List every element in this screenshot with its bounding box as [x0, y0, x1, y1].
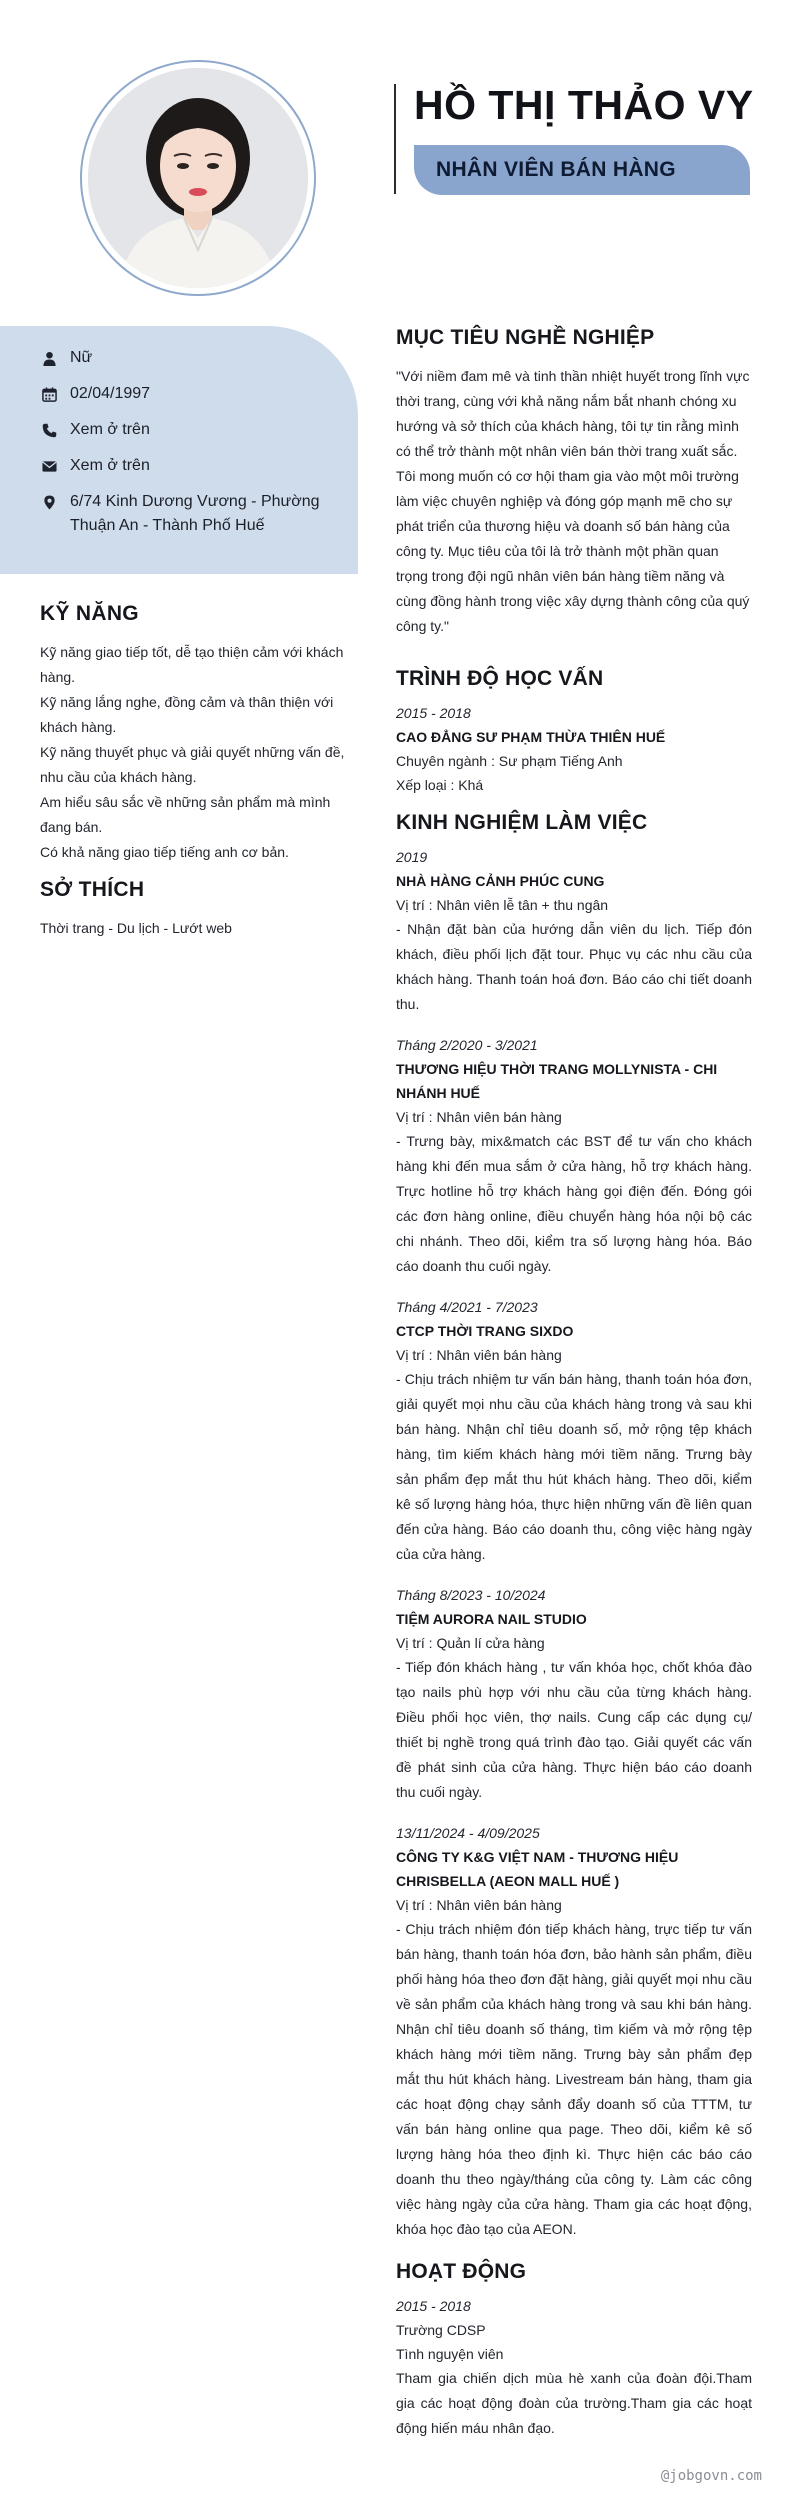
name-divider — [394, 84, 396, 194]
objective-section — [396, 326, 752, 639]
education-major: Chuyên ngành : Sư phạm Tiếng Anh — [396, 753, 623, 769]
contact-text: Xem ở trên — [70, 421, 150, 438]
candidate-name: HỒ THỊ THẢO VY — [414, 82, 754, 128]
education-entry — [396, 701, 752, 797]
job-title-badge — [414, 145, 750, 195]
experience-period: Tháng 2/2020 - 3/2021 — [396, 1037, 538, 1053]
hobbies-text: Thời trang - Du lịch - Lướt web — [40, 920, 232, 936]
experience-company: THƯƠNG HIỆU THỜI TRANG MOLLYNISTA - CHI NHÁNH HUẾ — [396, 1061, 718, 1101]
experience-period: Tháng 4/2021 - 7/2023 — [396, 1299, 538, 1315]
experience-description: - Tiếp đón khách hàng , tư vấn khóa học, chốt khóa đào tạo nails phù hợp với nhu cầu của từng khách hàng. Điều phối học viên, thợ nails. Cung cấp các dụng cụ/ thiết bị nghề trong quá trình đào tạo. Giải quyết các vấn đề phát sinh của cửa hàng. Thực hiện báo cáo doanh thu cuối ngày. — [396, 1659, 752, 1800]
experience-item — [396, 845, 752, 1017]
experience-company: TIỆM AURORA NAIL STUDIO — [396, 1611, 587, 1627]
skill-item: Có khả năng giao tiếp tiếng anh cơ bản. — [40, 844, 289, 860]
experience-item — [396, 1033, 752, 1279]
contact-text: Xem ở trên — [70, 457, 150, 474]
experience-item — [396, 1295, 752, 1567]
experience-description: - Chịu trách nhiệm tư vấn bán hàng, thanh toán hóa đơn, giải quyết mọi nhu cầu của khách hàng trong và sau khi bán hàng. Nhận chỉ tiêu doanh số, mở rộng tệp khách hàng, tìm kiếm khách hàng mới tiềm năng. Trưng bày sản phẩm đẹp mắt thu hút khách hàng. Theo dõi, kiểm kê số lượng hàng hóa, thực hiện những vấn đề liên quan đến cửa hàng. Báo cáo doanh thu, công việc hàng ngày của cửa hàng. — [396, 1371, 752, 1562]
job-title: NHÂN VIÊN BÁN HÀNG — [436, 158, 676, 181]
hobbies-title: SỞ THÍCH — [40, 878, 145, 901]
experience-position: Vị trí : Nhân viên bán hàng — [396, 1897, 562, 1913]
contact-text: 6/74 Kinh Dương Vương - Phường Thuận An - Thành Phố Huế — [70, 493, 320, 534]
experience-description: - Nhận đặt bàn của hướng dẫn viên du lịch. Tiếp đón khách, điều phối lịch đặt tour. Phục vụ các nhu cầu của khách hàng. Thanh toán hoá đơn. Báo cáo chi tiết doanh thu. — [396, 921, 752, 1012]
portrait-photo — [88, 68, 308, 288]
experience-period: 2019 — [396, 849, 428, 865]
hobbies-section — [40, 878, 350, 940]
user-icon — [40, 346, 58, 370]
activity-item — [396, 2294, 752, 2441]
experience-position: Vị trí : Nhân viên bán hàng — [396, 1109, 562, 1125]
skill-item: Am hiểu sâu sắc về những sản phẩm mà mình đang bán. — [40, 794, 331, 835]
school-name: CAO ĐẲNG SƯ PHẠM THỪA THIÊN HUẾ — [396, 729, 666, 745]
skill-item: Kỹ năng lắng nghe, đồng cảm và thân thiện với khách hàng. — [40, 694, 334, 735]
avatar-frame — [80, 60, 316, 296]
activity-role: Tình nguyện viên — [396, 2346, 504, 2362]
skills-title: KỸ NĂNG — [40, 602, 139, 625]
contact-text: Nữ — [70, 349, 93, 366]
skills-section — [40, 602, 350, 865]
experience-item — [396, 1821, 752, 2242]
contact-list — [40, 346, 340, 550]
email-icon — [40, 454, 58, 478]
experience-company: NHÀ HÀNG CẢNH PHÚC CUNG — [396, 873, 605, 889]
contact-email — [40, 454, 340, 478]
experience-description: - Trưng bày, mix&match các BST để tư vấn cho khách hàng khi đến mua sắm ở cửa hàng, hỗ trợ khách hàng. Trực hotline hỗ trợ khách hàng gọi điện đến. Đóng gói các đơn hàng online, điều chuyển hàng hóa nội bộ các chi nhánh. Theo dõi, kiểm tra số lượng hàng hóa. Báo cáo doanh thu cuối ngày. — [396, 1133, 752, 1274]
activity-period: 2015 - 2018 — [396, 2298, 471, 2314]
activities-section — [396, 2260, 752, 2441]
contact-address — [40, 490, 340, 538]
experience-period: 13/11/2024 - 4/09/2025 — [396, 1825, 540, 1841]
activities-title: HOẠT ĐỘNG — [396, 2260, 527, 2283]
avatar — [88, 68, 308, 288]
experience-position: Vị trí : Quản lí cửa hàng — [396, 1635, 545, 1651]
education-period: 2015 - 2018 — [396, 705, 471, 721]
experience-period: Tháng 8/2023 - 10/2024 — [396, 1587, 546, 1603]
phone-icon — [40, 418, 58, 442]
experience-company: CTCP THỜI TRANG SIXDO — [396, 1323, 574, 1339]
experience-section — [396, 811, 752, 2242]
main-content — [396, 326, 752, 2441]
contact-phone — [40, 418, 340, 442]
contact-gender — [40, 346, 340, 370]
experience-title: KINH NGHIỆM LÀM VIỆC — [396, 811, 648, 834]
experience-position: Vị trí : Nhân viên bán hàng — [396, 1347, 562, 1363]
experience-description: - Chịu trách nhiệm đón tiếp khách hàng, trực tiếp tư vấn bán hàng, thanh toán hóa đơn, bảo hành sản phẩm, điều phối hàng hóa theo đơn đặt hàng, giải quyết mọi nhu cầu về sản phẩm của khách hàng trong và sau khi bán hàng. Nhận chỉ tiêu doanh số tháng, tìm kiếm và mở rộng tệp khách hàng mới tiềm năng. Trưng bày sản phẩm đẹp mắt thu hút khách hàng. Livestream bán hàng, tham gia các hoạt động chạy sảnh đẩy doanh số của TTTM, tư vấn bán hàng online qua page. Theo dõi, kiểm kê số lượng hàng hóa theo định kì. Thực hiện các báo cáo doanh thu theo ngày/tháng của công ty. Làm các công việc hàng ngày của cửa hàng. Tham gia các hoạt động, khóa học đào tạo của AEON. — [396, 1921, 752, 2237]
experience-item — [396, 1583, 752, 1805]
skill-item: Kỹ năng thuyết phục và giải quyết những vấn đề, nhu cầu của khách hàng. — [40, 744, 345, 785]
location-pin-icon — [40, 490, 58, 514]
objective-text: "Với niềm đam mê và tinh thần nhiệt huyết trong lĩnh vực thời trang, cùng với khả năng nắm bắt nhanh chóng xu hướng và sở thích của khách hàng, tôi tự tin rằng mình có thể trở thành một nhân viên bán thời trang xuất sắc. Tôi mong muốn có cơ hội tham gia vào một môi trường làm việc chuyên nghiệp và đóng góp mạnh mẽ cho sự phát triển của thương hiệu và doanh số bán hàng của công ty. Mục tiêu của tôi là trở thành một phần quan trọng trong đội ngũ nhân viên bán hàng tiềm năng và cùng đồng hành trong việc xây dựng thành công của quý công ty." — [396, 368, 750, 634]
education-rank: Xếp loại : Khá — [396, 777, 484, 793]
experience-position: Vị trí : Nhân viên lễ tân + thu ngân — [396, 897, 609, 913]
contact-birthday — [40, 382, 340, 406]
contact-text: 02/04/1997 — [70, 385, 151, 402]
experience-company: CÔNG TY K&G VIỆT NAM - THƯƠNG HIỆU CHRISBELLA (AEON MALL HUẾ ) — [396, 1849, 679, 1889]
skill-item: Kỹ năng giao tiếp tốt, dễ tạo thiện cảm với khách hàng. — [40, 644, 344, 685]
education-title: TRÌNH ĐỘ HỌC VẤN — [396, 667, 604, 690]
education-section — [396, 667, 752, 797]
objective-title: MỤC TIÊU NGHỀ NGHIỆP — [396, 326, 655, 349]
calendar-icon — [40, 382, 58, 406]
skills-list — [40, 640, 350, 865]
watermark: @jobgovn.com — [660, 2468, 762, 2484]
activity-org: Trường CDSP — [396, 2322, 486, 2338]
activity-description: Tham gia chiến dịch mùa hè xanh của đoàn đội.Tham gia các hoạt động đoàn của trường.Tham gia các hoạt động hiến máu nhân đạo. — [396, 2370, 752, 2436]
